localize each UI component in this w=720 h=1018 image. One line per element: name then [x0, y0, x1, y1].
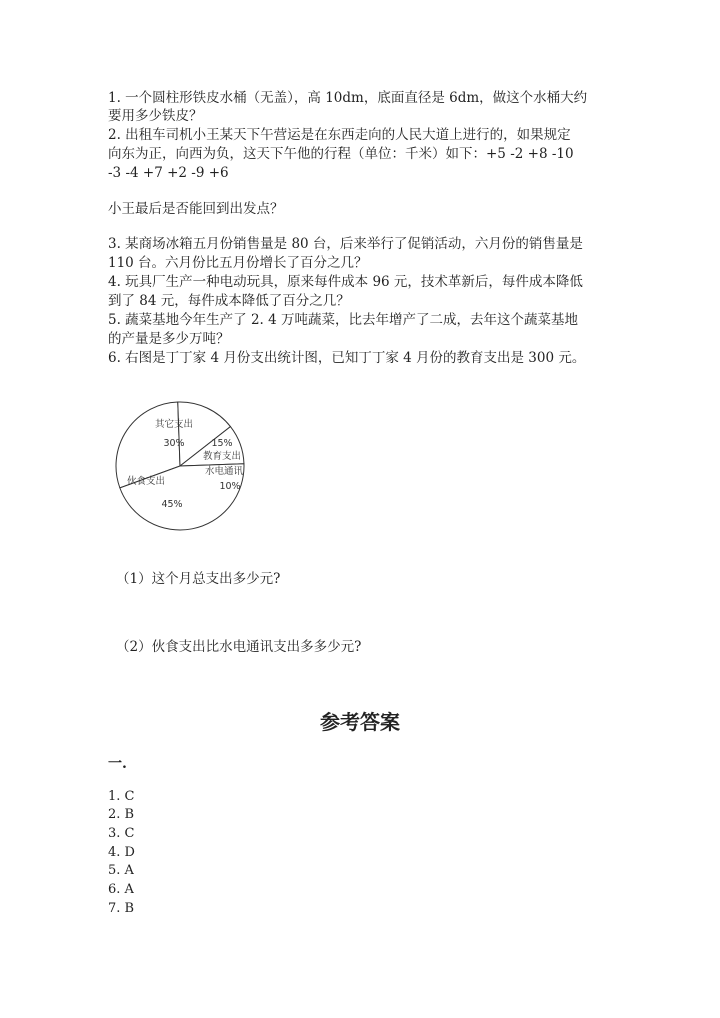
question-3-line-2: 110 台。六月份比五月份增长了百分之几？ [108, 255, 368, 271]
answer-item: 6. A [108, 882, 134, 897]
label-education: 教育支出 [202, 451, 242, 462]
expense-pie-chart [110, 396, 280, 536]
answer-item: 4. D [108, 845, 135, 860]
question-2-sub: 小王最后是否能回到出发点？ [108, 201, 284, 217]
question-4-line-1: 4. 玩具厂生产一种电动玩具，原来每件成本 96 元，技术革新后，每件成本降低 [108, 274, 583, 290]
answer-item: 2. B [108, 807, 135, 822]
question-6-sub-1: （1）这个月总支出多少元? [116, 571, 281, 587]
question-6-sub-2: （2）伙食支出比水电通讯支出多多少元? [116, 639, 362, 655]
answer-item: 1. C [108, 789, 135, 804]
question-1-line-1: 1. 一个圆柱形铁皮水桶（无盖），高 10dm，底面直径是 6dm，做这个水桶大约 [108, 90, 588, 106]
answer-item: 7. B [108, 901, 135, 916]
label-other-pct: 30% [163, 438, 185, 449]
label-utilities-pct: 10% [219, 481, 241, 492]
answer-item: 3. C [108, 826, 135, 841]
question-2-line-3: -3 -4 +7 +2 -9 +6 [108, 165, 229, 181]
question-2-line-2: 向东为正，向西为负，这天下午他的行程（单位：千米）如下：+5 -2 +8 -10 [108, 146, 574, 162]
label-other: 其它支出 [154, 419, 194, 430]
question-5-line-2: 的产量是多少万吨？ [108, 331, 230, 347]
label-food-pct: 45% [161, 499, 183, 510]
question-1-line-2: 要用多少铁皮？ [108, 108, 203, 124]
label-education-pct: 15% [211, 438, 233, 449]
question-3-line-1: 3. 某商场冰箱五月份销售量是 80 台，后来举行了促销活动，六月份的销售量是 [108, 236, 583, 252]
answers-section-heading: 一. [108, 756, 127, 772]
label-utilities: 水电通讯 [204, 466, 244, 477]
question-2-line-1: 2. 出租车司机小王某天下午营运是在东西走向的人民大道上进行的，如果规定 [108, 127, 571, 143]
question-4-line-2: 到了 84 元，每件成本降低了百分之几？ [108, 293, 350, 309]
question-5-line-1: 5. 蔬菜基地今年生产了 2. 4 万吨蔬菜，比去年增产了二成，去年这个蔬菜基地 [108, 312, 579, 328]
answer-item: 5. A [108, 863, 134, 878]
answers-title: 参考答案 [320, 710, 400, 734]
label-food: 伙食支出 [126, 476, 166, 487]
question-6: 6. 右图是丁丁家 4 月份支出统计图，已知丁丁家 4 月份的教育支出是 300 元。 [108, 350, 586, 366]
